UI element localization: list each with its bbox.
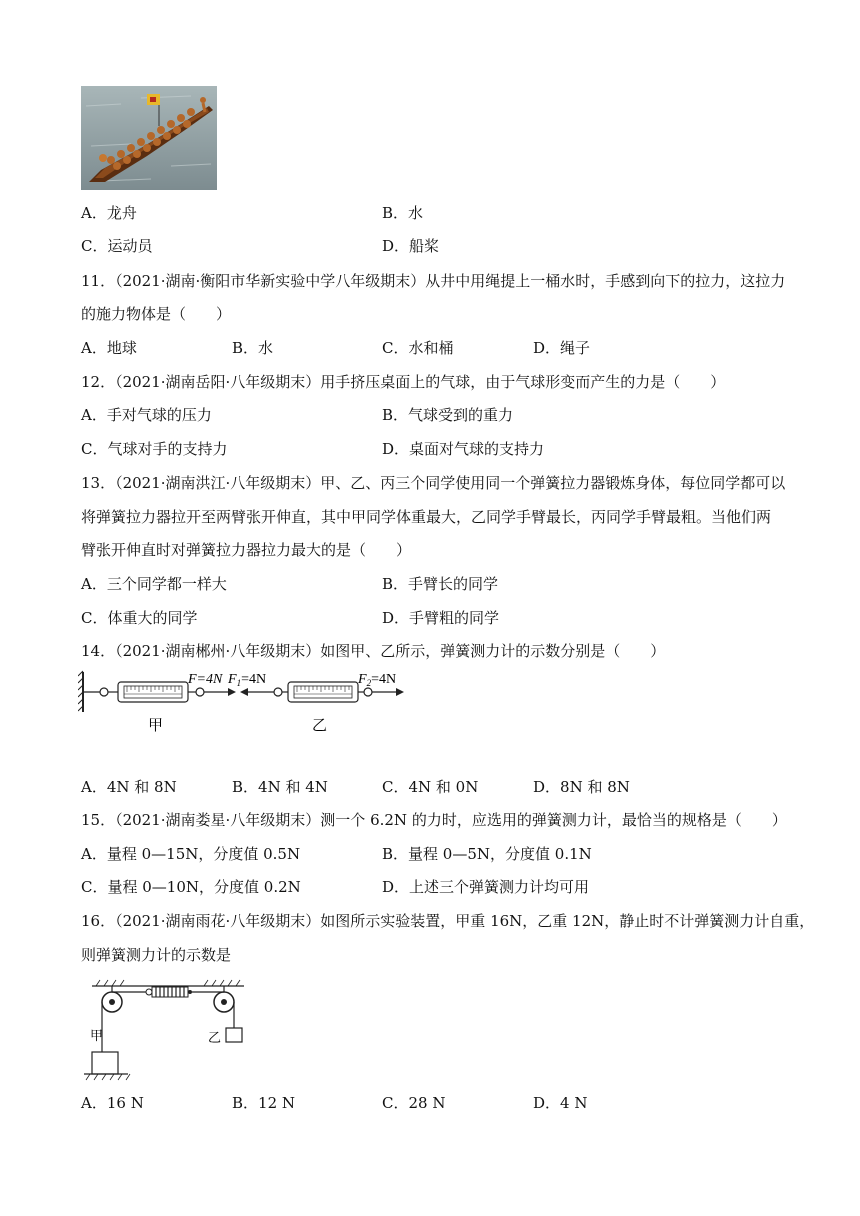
option-c: C．气球对手的支持力 (81, 440, 228, 458)
pulley-apparatus-figure (84, 976, 254, 1082)
option-b: B．量程 0—5N，分度值 0.1N (382, 845, 592, 863)
option-c: C．4N 和 0N (382, 778, 479, 796)
option-d: D．船桨 (382, 237, 440, 255)
option-d: D．8N 和 8N (533, 778, 630, 796)
option-d: D．桌面对气球的支持力 (382, 440, 545, 458)
option-c: C．28 N (382, 1094, 446, 1112)
option-d: D．手臂粗的同学 (382, 609, 500, 627)
option-b: B．12 N (232, 1094, 296, 1112)
spring-scale-figure (78, 668, 418, 740)
option-b: B．4N 和 4N (232, 778, 328, 796)
option-a: A．手对气球的压力 (81, 406, 212, 424)
label-jia: 甲 (90, 1029, 104, 1044)
option-b: B．水 (382, 204, 424, 222)
label-yi: 乙 (312, 716, 328, 734)
option-b: B．气球受到的重力 (382, 406, 514, 424)
option-b: B．水 (232, 339, 274, 357)
option-a: A．量程 0—15N，分度值 0.5N (81, 845, 301, 863)
option-c: C．体重大的同学 (81, 609, 198, 627)
label-yi: 乙 (208, 1031, 222, 1046)
option-c: C．运动员 (81, 237, 153, 255)
option-b: B．手臂长的同学 (382, 575, 499, 593)
question-16-stem-cont: 则弹簧测力计的示数是 (81, 946, 232, 964)
question-12-stem: 12．（2021·湖南岳阳·八年级期末）用手挤压桌面上的气球，由于气球形变而产生的力是（ ） (81, 373, 726, 391)
option-d: D．绳子 (533, 339, 591, 357)
question-16-stem: 16．（2021·湖南雨花·八年级期末）如图所示实验装置，甲重 16N，乙重 12N，静止时不计弹簧测力计自重， (81, 912, 815, 930)
option-a: A．4N 和 8N (81, 778, 177, 796)
question-13-stem-cont: 臂张开伸直时对弹簧拉力器拉力最大的是（ ） (81, 541, 412, 559)
dragon-boat-photo (81, 86, 217, 190)
force-f2-label: $F_2=4N$ (358, 672, 397, 688)
question-11-stem: 11．（2021·湖南·衡阳市华新实验中学八年级期末）从井中用绳提上一桶水时，手感到向下的拉力，这拉力 (81, 272, 786, 290)
question-13-stem: 13．（2021·湖南洪江·八年级期末）甲、乙、丙三个同学使用同一个弹簧拉力器锻炼身体，每位同学都可以 (81, 474, 786, 492)
option-c: C．水和桶 (382, 339, 454, 357)
option-a: A．16 N (81, 1094, 144, 1112)
question-14-stem: 14．（2021·湖南郴州·八年级期末）如图甲、乙所示，弹簧测力计的示数分别是（ ） (81, 642, 666, 660)
force-f1-label: $F_1=4N$ (228, 672, 267, 688)
option-d: D．上述三个弹簧测力计均可用 (382, 878, 590, 896)
option-a: A．地球 (81, 339, 137, 357)
question-11-stem-cont: 的施力物体是（ ） (81, 305, 232, 323)
force-f-label: F=4N (188, 672, 223, 687)
option-d: D．4 N (533, 1094, 588, 1112)
option-a: A．三个同学都一样大 (81, 575, 227, 593)
option-c: C．量程 0—10N，分度值 0.2N (81, 878, 301, 896)
label-jia: 甲 (148, 716, 164, 734)
option-a: A．龙舟 (81, 204, 137, 222)
question-15-stem: 15．（2021·湖南娄星·八年级期末）测一个 6.2N 的力时，应选用的弹簧测力计，最恰当的规格是（ ） (81, 811, 787, 829)
question-13-stem-cont: 将弹簧拉力器拉开至两臂张开伸直，其中甲同学体重最大，乙同学手臂最长，丙同学手臂最粗。当他们两 (81, 508, 772, 526)
